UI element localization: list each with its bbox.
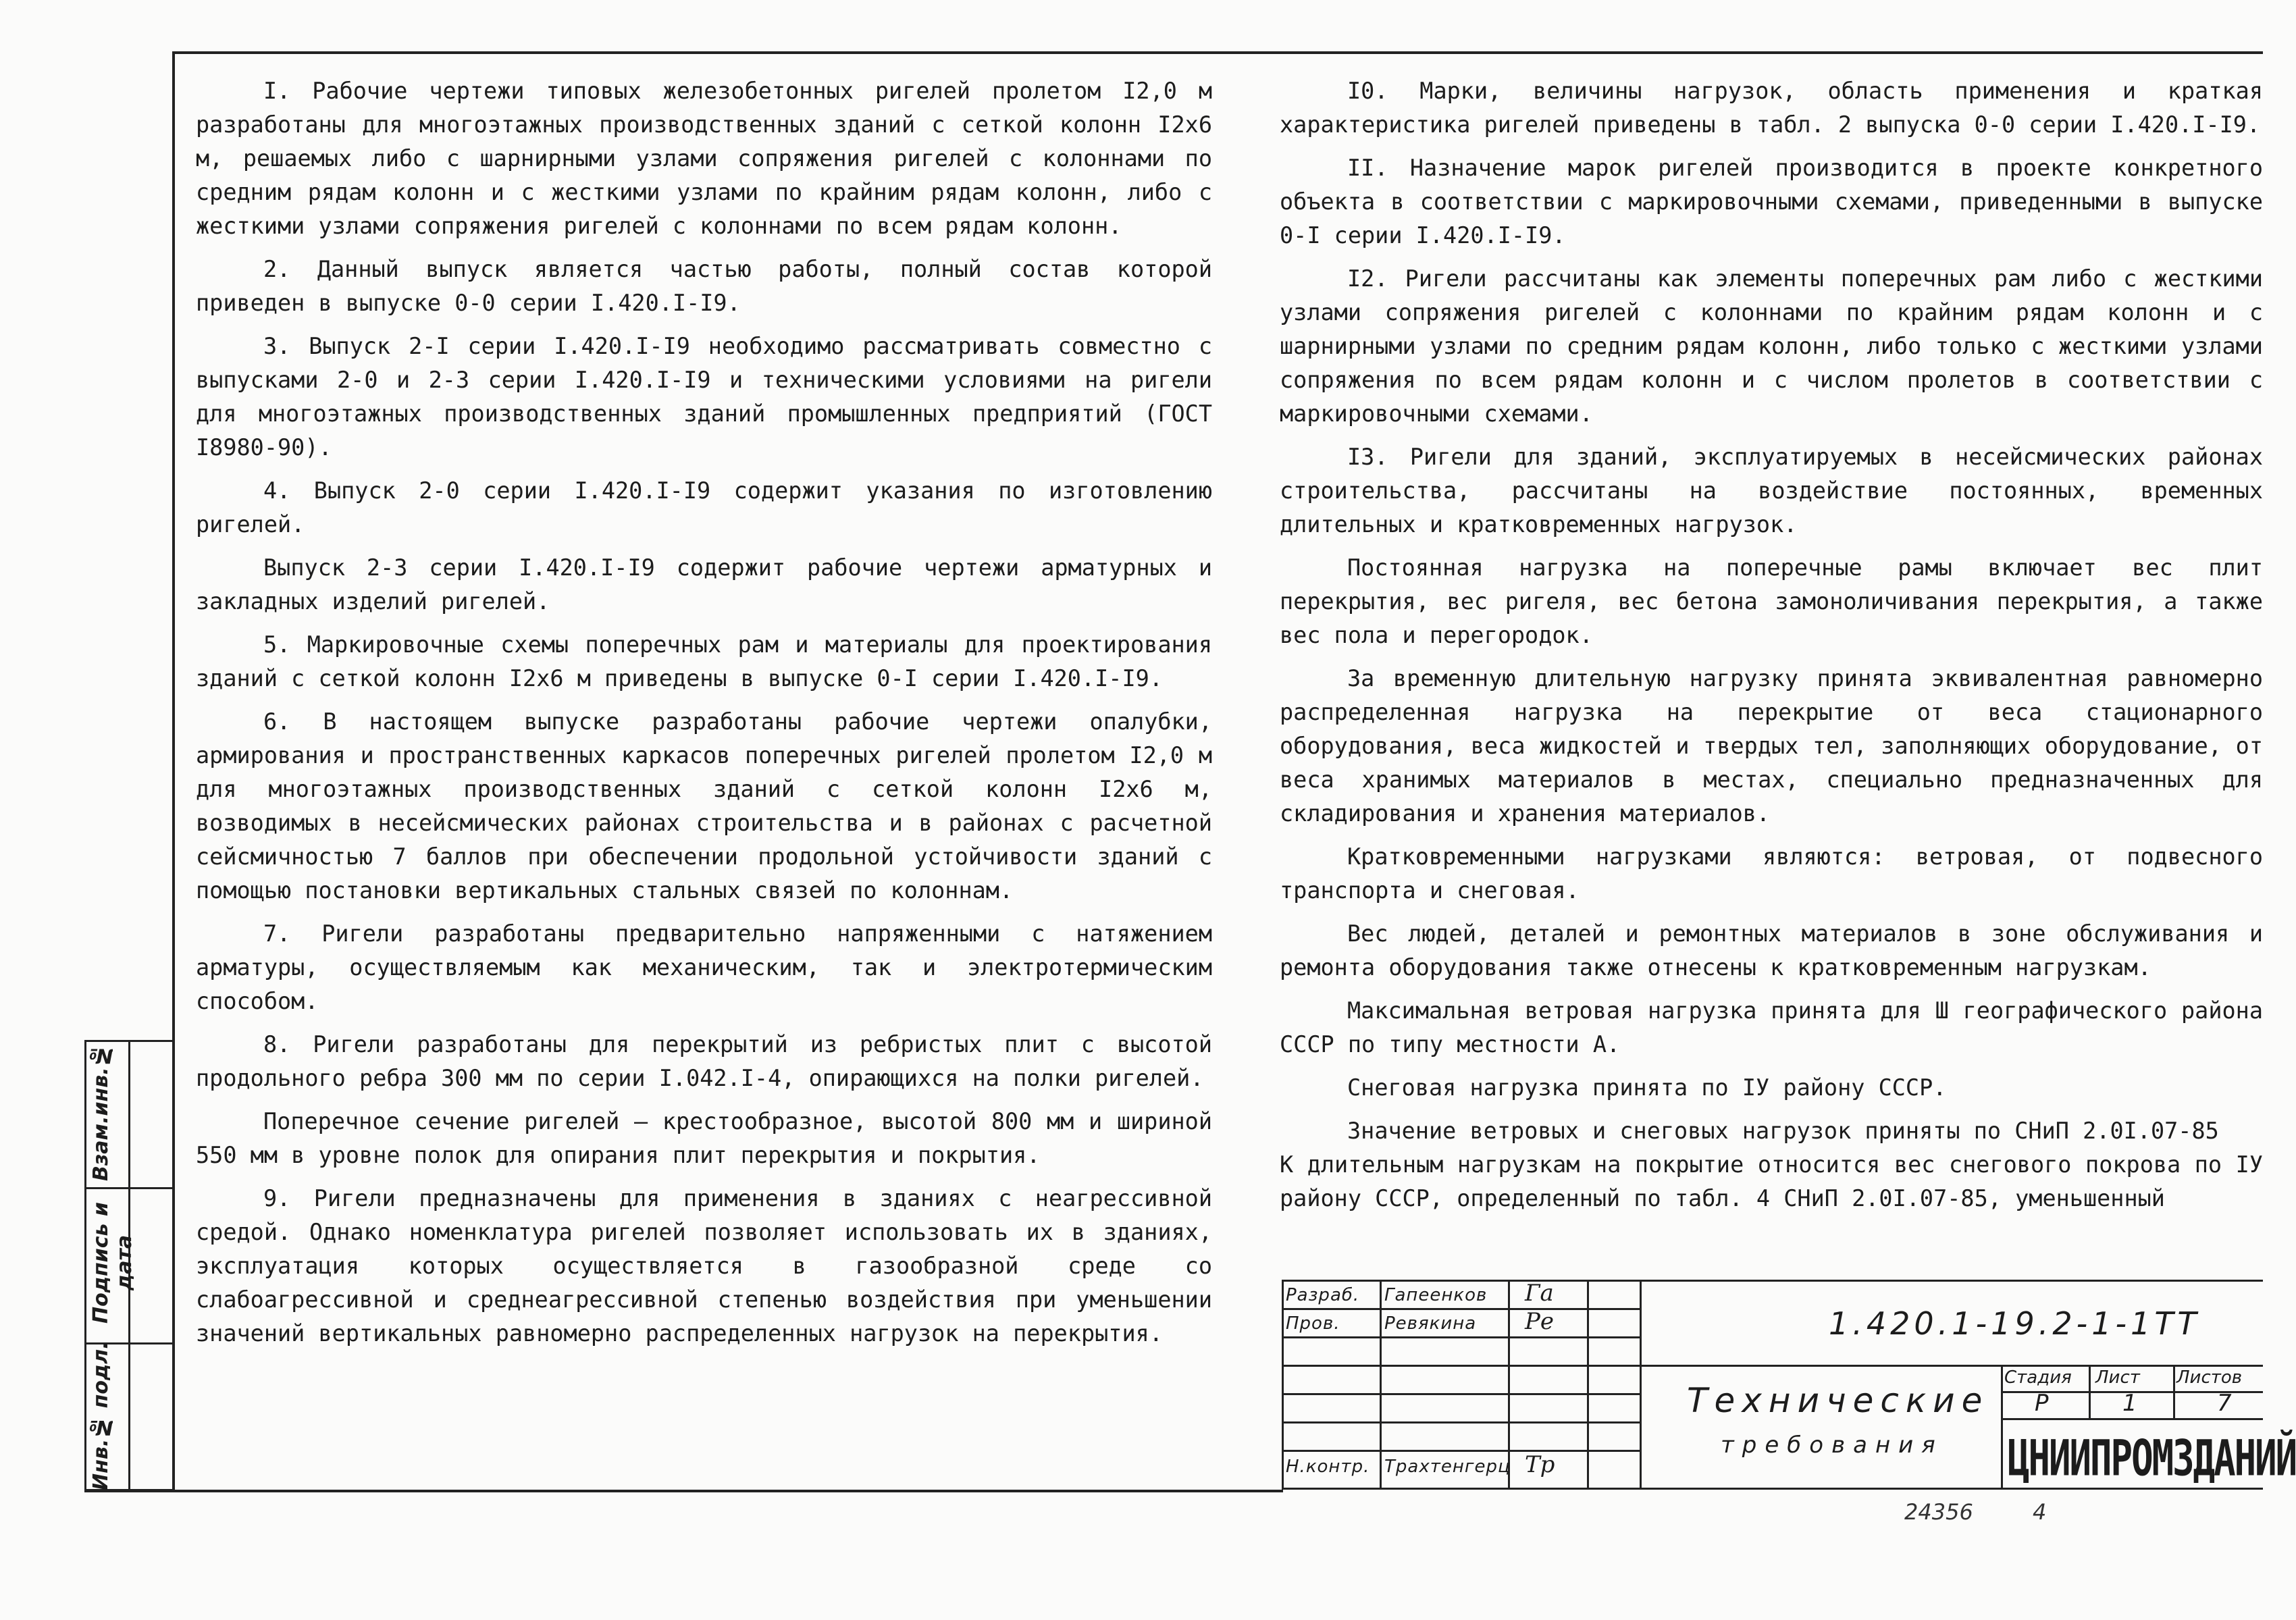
paragraph: Вес людей, деталей и ремонтных материалов в зоне обслуживания и ремонта оборудования также отнесены к кратковременным нагрузкам. bbox=[1280, 920, 2263, 981]
sheets-value: 7 bbox=[2217, 1390, 2232, 1417]
paragraph: I. Рабочие чертежи типовых железобетонных ригелей пролетом I2,0 м разработаны для многоэтажных производственных зданий с сеткой колонн I2х6 м, решаемых либо с шарнирными узлами сопряжения ригелей с колоннами по средним рядам колонн и с жесткими узлами по крайним рядам колонн, либо с жесткими узлами сопряжения ригелей с колоннами по всем рядам колонн. bbox=[196, 78, 1212, 239]
role-checker: Пров. bbox=[1286, 1313, 1340, 1334]
paragraph: Максимальная ветровая нагрузка принята для Ш географического района СССР по типу местности А. bbox=[1280, 997, 2263, 1057]
sheet-value: 1 bbox=[2122, 1390, 2137, 1417]
frame-left-border bbox=[172, 51, 175, 1490]
paragraph: 2. Данный выпуск является частью работы, полный состав которой приведен в выпуске 0-0 серии I.420.I-I9. bbox=[196, 256, 1212, 316]
name-developer: Гапеенков bbox=[1384, 1285, 1488, 1305]
paragraph: 3. Выпуск 2-I серии I.420.I-I9 необходимо рассматривать совместно с выпусками 2-0 и 2-3 серии I.420.I-I9 и техническими условиями на ригели для многоэтажных производственных зданий промышленных предприятий (ГОСТ I8980-90). bbox=[196, 333, 1212, 461]
paragraph: 8. Ригели разработаны для перекрытий из ребристых плит с высотой продольного ребра 300 мм по серии I.042.I-4, опирающихся на полки ригелей. bbox=[196, 1031, 1212, 1091]
paragraph: I2. Ригели рассчитаны как элементы поперечных рам либо с жесткими узлами сопряжения ригелей с колоннами по крайним рядам колонн и с шарнирными узлами по средним рядам колонн, либо только с жесткими узлами сопряжения по всем рядам колонн и с числом пролетов в соответствии с маркировочными схемами. bbox=[1280, 265, 2263, 427]
frame-bottom-border bbox=[84, 1490, 1283, 1492]
page-number: 4 bbox=[2033, 1499, 2047, 1525]
document-code: 1.420.1-19.2-1-1ТТ bbox=[1829, 1305, 2201, 1342]
paragraph: I3. Ригели для зданий, эксплуатируемых в несейсмических районах строительства, рассчитаны на воздействие постоянных, временных длительных и кратковременных нагрузок. bbox=[1280, 444, 2263, 538]
paragraph: 7. Ригели разработаны предварительно напряженными с натяжением арматуры, осуществляемым как механическим, так и электротермическим способом. bbox=[196, 920, 1212, 1014]
paragraph: За временную длительную нагрузку принята эквивалентная равномерно распределенная нагрузка на перекрытие от веса стационарного оборудования, веса жидкостей и твердых тел, заполняющих оборудование, от веса хранимых материалов в местах, специально предназначенных для складирования и хранения материалов. bbox=[1280, 665, 2263, 827]
name-checker: Ревякина bbox=[1384, 1313, 1477, 1334]
paragraph: Значение ветровых и снеговых нагрузок приняты по СНиП 2.0I.07-85 bbox=[1347, 1118, 2219, 1144]
stage-value: Р bbox=[2035, 1390, 2049, 1417]
paragraph: Снеговая нагрузка принята по IУ району СССР. bbox=[1347, 1074, 1947, 1101]
paragraph: Постоянная нагрузка на поперечные рамы включает вес плит перекрытия, вес ригеля, вес бетона замоноличивания перекрытия, а также вес пола и перегородок. bbox=[1280, 554, 2263, 648]
document-title-line1: Технические bbox=[1687, 1381, 1989, 1420]
margin-stamp-labels bbox=[89, 1040, 136, 1491]
signature-norm-control: Тр bbox=[1525, 1451, 1555, 1478]
paragraph: 9. Ригели предназначены для применения в зданиях с неагрессивной средой. Однако номенклатура ригелей позволяет использовать их в зданиях, эксплуатация которых осуществляется в газообразной среде со слабоагрессивной и среднеагрессивной степенью воздействия при уменьшении значений вертикальных равномерно распределенных нагрузок на перекрытия. bbox=[196, 1185, 1212, 1347]
role-norm-control: Н.контр. bbox=[1286, 1457, 1370, 1477]
margin-label-signature-date: Подпись и дата bbox=[89, 1202, 136, 1324]
role-developer: Разраб. bbox=[1286, 1285, 1360, 1305]
margin-label-replace-inv: Взам.инв.№ bbox=[89, 1043, 113, 1182]
paragraph: 5. Маркировочные схемы поперечных рам и материалы для проектирования зданий с сеткой колонн I2х6 м приведены в выпуске 0-I серии I.420.I-I9. bbox=[196, 631, 1212, 691]
paragraph: II. Назначение марок ригелей производится в проекте конкретного объекта в соответствии с маркировочными схемами, приведенными в выпуске 0-I серии I.420.I-I9. bbox=[1280, 155, 2263, 249]
signature-checker: Ре bbox=[1525, 1308, 1554, 1335]
stage-header: Стадия bbox=[2004, 1367, 2072, 1388]
paragraph: Поперечное сечение ригелей – крестообразное, высотой 800 мм и шириной 550 мм в уровне полок для опирания плит перекрытия и покрытия. bbox=[196, 1108, 1212, 1168]
title-block bbox=[1282, 1280, 2296, 1489]
paragraph: Выпуск 2-3 серии I.420.I-I9 содержит рабочие чертежи арматурных и закладных изделий ригелей. bbox=[196, 554, 1212, 615]
sheet-header: Лист bbox=[2095, 1367, 2140, 1388]
document-title-line2: требования bbox=[1721, 1432, 1943, 1459]
left-text-column bbox=[196, 74, 1212, 1360]
signature-developer: Га bbox=[1525, 1280, 1554, 1307]
paragraph: К длительным нагрузкам на покрытие относится вес снегового покрова по IУ району СССР, определенный по табл. 4 СНиП 2.0I.07-85, уменьшенный bbox=[1280, 1151, 2263, 1211]
name-norm-control: Трахтенгерц bbox=[1384, 1457, 1511, 1477]
archive-number: 24356 bbox=[1904, 1499, 1973, 1525]
right-text-column bbox=[1280, 74, 2263, 1216]
frame-top-border bbox=[172, 51, 2263, 54]
paragraph: I0. Марки, величины нагрузок, область применения и краткая характеристика ригелей приведены в табл. 2 выпуска 0-0 серии I.420.I-I9. bbox=[1280, 78, 2263, 138]
paragraph: 6. В настоящем выпуске разработаны рабочие чертежи опалубки, армирования и пространственных каркасов поперечных ригелей пролетом I2,0 м для многоэтажных производственных зданий с сеткой колонн I2х6 м, возводимых в несейсмических районах строительства и в районах с расчетной сейсмичностью 7 баллов при обеспечении продольной устойчивости зданий с помощью постановки вертикальных стальных связей по колоннам. bbox=[196, 708, 1212, 904]
paragraph: Кратковременными нагрузками являются: ветровая, от подвесного транспорта и снеговая. bbox=[1280, 843, 2263, 904]
margin-label-inv-original: Инв.№ подл. bbox=[89, 1341, 113, 1490]
paragraph: 4. Выпуск 2-0 серии I.420.I-I9 содержит указания по изготовлению ригелей. bbox=[196, 477, 1212, 538]
organization-name: ЦНИИПРОМЗДАНИЙ bbox=[2008, 1430, 2296, 1488]
sheets-header: Листов bbox=[2176, 1367, 2243, 1388]
